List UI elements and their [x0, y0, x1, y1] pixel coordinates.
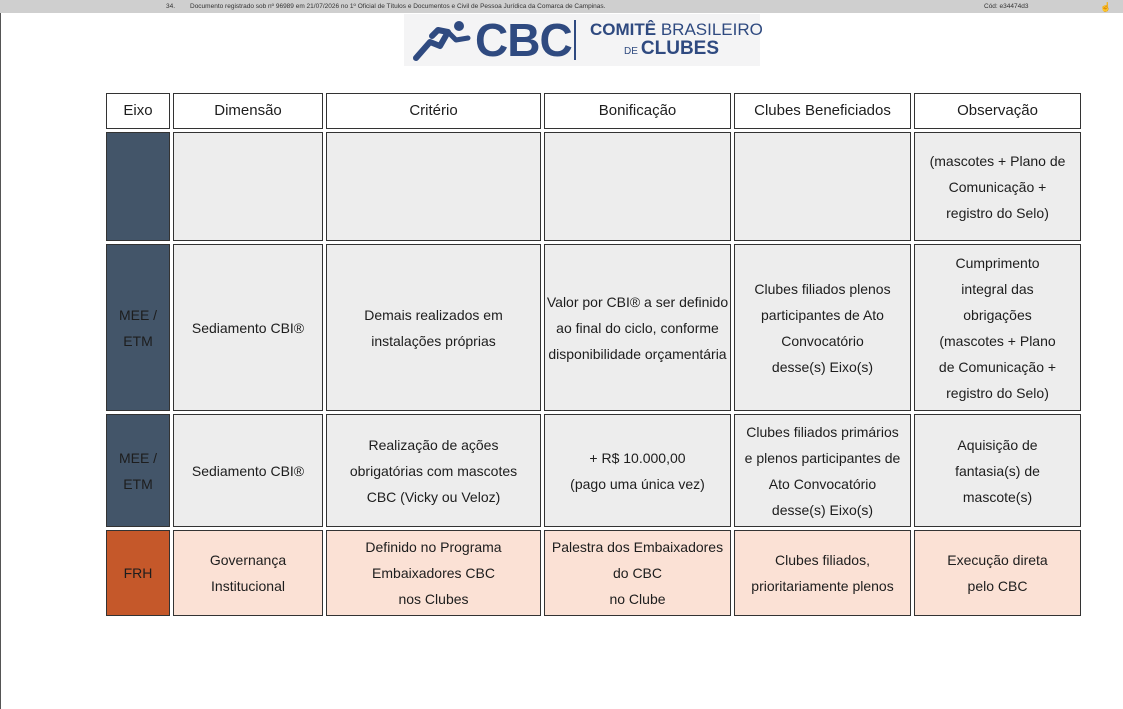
- page-left-border: [0, 0, 1, 709]
- logo-acronym: CBC: [475, 14, 572, 66]
- header-dimensao: Dimensão: [173, 93, 323, 129]
- cursor-icon: ☝: [1100, 2, 1112, 12]
- cell-criterio: Realização de ações obrigatórias com mascotes CBC (Vicky ou Veloz): [326, 414, 541, 527]
- header-eixo: Eixo: [106, 93, 170, 129]
- cell-observacao: Cumprimento integral das obrigações (mascotes + Plano de Comunicação + registro do Selo): [914, 244, 1081, 411]
- cell-eixo: MEE / ETM: [106, 244, 170, 411]
- registration-number: 34.: [166, 3, 176, 10]
- cell-dimensao: [173, 132, 323, 241]
- logo-line-2: DE CLUBES: [624, 38, 720, 59]
- table-row: [106, 530, 1081, 616]
- cell-observacao: (mascotes + Plano de Comunicação + registro do Selo): [914, 132, 1081, 241]
- registration-code: Cód: e34474d3: [984, 3, 1029, 10]
- cell-criterio: [326, 132, 541, 241]
- cell-bonificacao: Palestra dos Embaixadores do CBC no Clube: [544, 530, 731, 616]
- cell-clubes: Clubes filiados plenos participantes de Ato Convocatório desse(s) Eixo(s): [734, 244, 911, 411]
- table-row: [106, 132, 1081, 241]
- bonus-criteria-table: [103, 90, 1084, 619]
- cell-dimensao: Sediamento CBI®: [173, 244, 323, 411]
- header-bonificacao: Bonificação: [544, 93, 731, 129]
- cell-dimensao: Governança Institucional: [173, 530, 323, 616]
- registration-text: Documento registrado sob nº 96989 em 21/07/2026 no 1º Oficial de Títulos e Documentos e Civil de Pessoa Jurídica da Comarca de Campinas.: [190, 3, 606, 10]
- logo-line-1: COMITÊ BRASILEIRO: [590, 20, 763, 39]
- cell-eixo: MEE / ETM: [106, 414, 170, 527]
- header-observacao: Observação: [914, 93, 1081, 129]
- cell-observacao: Execução direta pelo CBC: [914, 530, 1081, 616]
- cell-clubes: [734, 132, 911, 241]
- cell-bonificacao: Valor por CBI® a ser definido ao final do ciclo, conforme disponibilidade orçamentária: [544, 244, 731, 411]
- table-header-row: [106, 93, 1081, 129]
- cell-criterio: Demais realizados em instalações próprias: [326, 244, 541, 411]
- cell-eixo: FRH: [106, 530, 170, 616]
- cell-criterio: Definido no Programa Embaixadores CBC nos Clubes: [326, 530, 541, 616]
- cell-clubes: Clubes filiados, prioritariamente plenos: [734, 530, 911, 616]
- cell-clubes: Clubes filiados primários e plenos participantes de Ato Convocatório desse(s) Eixo(s): [734, 414, 911, 527]
- cell-eixo: [106, 132, 170, 241]
- runner-icon: [412, 18, 474, 62]
- header-clubes-beneficiados: Clubes Beneficiados: [734, 93, 911, 129]
- cbc-logo: [404, 14, 763, 66]
- table-row: [106, 414, 1081, 527]
- header-criterio: Critério: [326, 93, 541, 129]
- registration-bar: [0, 0, 1123, 13]
- table-row: [106, 244, 1081, 411]
- cell-bonificacao: [544, 132, 731, 241]
- cell-bonificacao: + R$ 10.000,00 (pago uma única vez): [544, 414, 731, 527]
- cell-dimensao: Sediamento CBI®: [173, 414, 323, 527]
- logo-divider: [574, 20, 576, 60]
- cell-observacao: Aquisição de fantasia(s) de mascote(s): [914, 414, 1081, 527]
